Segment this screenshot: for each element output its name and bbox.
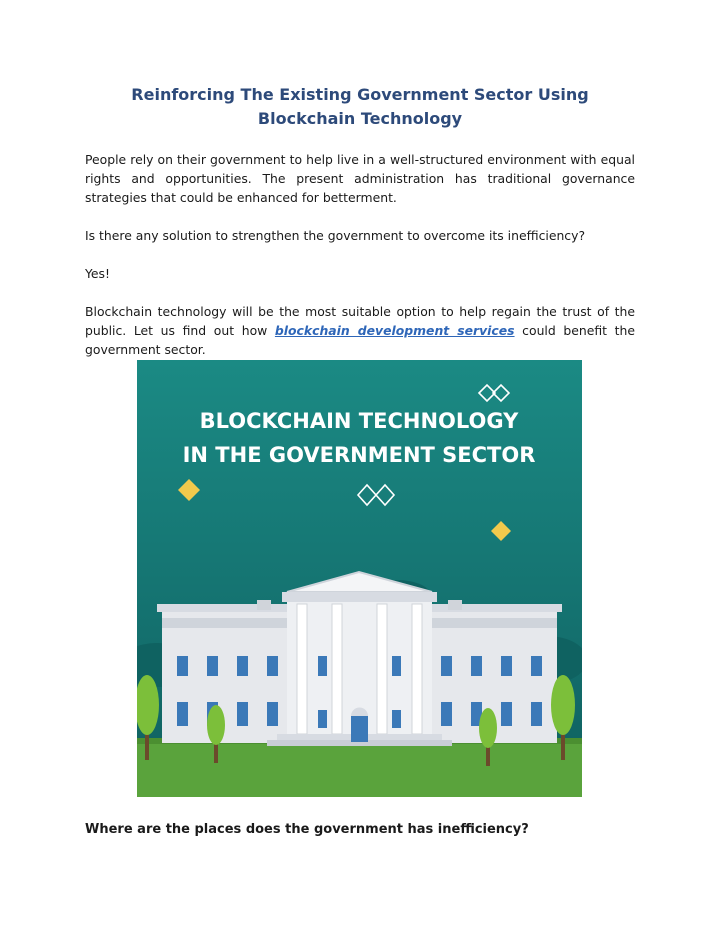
- illustration-heading-line2: IN THE GOVERNMENT SECTOR: [182, 443, 536, 467]
- blockchain-paragraph: [85, 302, 635, 359]
- document-title: Reinforcing The Existing Government Sector Using Blockchain Technology: [131, 85, 589, 128]
- question-paragraph: Is there any solution to strengthen the government to overcome its inefficiency?: [85, 228, 586, 243]
- answer-paragraph: Yes!: [85, 266, 110, 281]
- section-heading: Where are the places does the government has inefficiency?: [85, 822, 529, 837]
- blockchain-paragraph-text-start: Blockchain technology will be the most suitable option to help regain the trust of the public. Let us find out how: [85, 304, 635, 338]
- illustration-heading-line1: BLOCKCHAIN TECHNOLOGY: [199, 409, 519, 433]
- blockchain-government-illustration: [137, 360, 582, 797]
- blockchain-development-services-link[interactable]: blockchain development services: [274, 323, 515, 338]
- blockchain-paragraph-text-end: could benefit the government sector.: [85, 323, 635, 357]
- grass-ground: [137, 740, 582, 797]
- intro-paragraph: People rely on their government to help live in a well-structured environment with equal rights and opportunities. The present administration has traditional governance strategies that could be enhanced for betterment.: [85, 152, 635, 205]
